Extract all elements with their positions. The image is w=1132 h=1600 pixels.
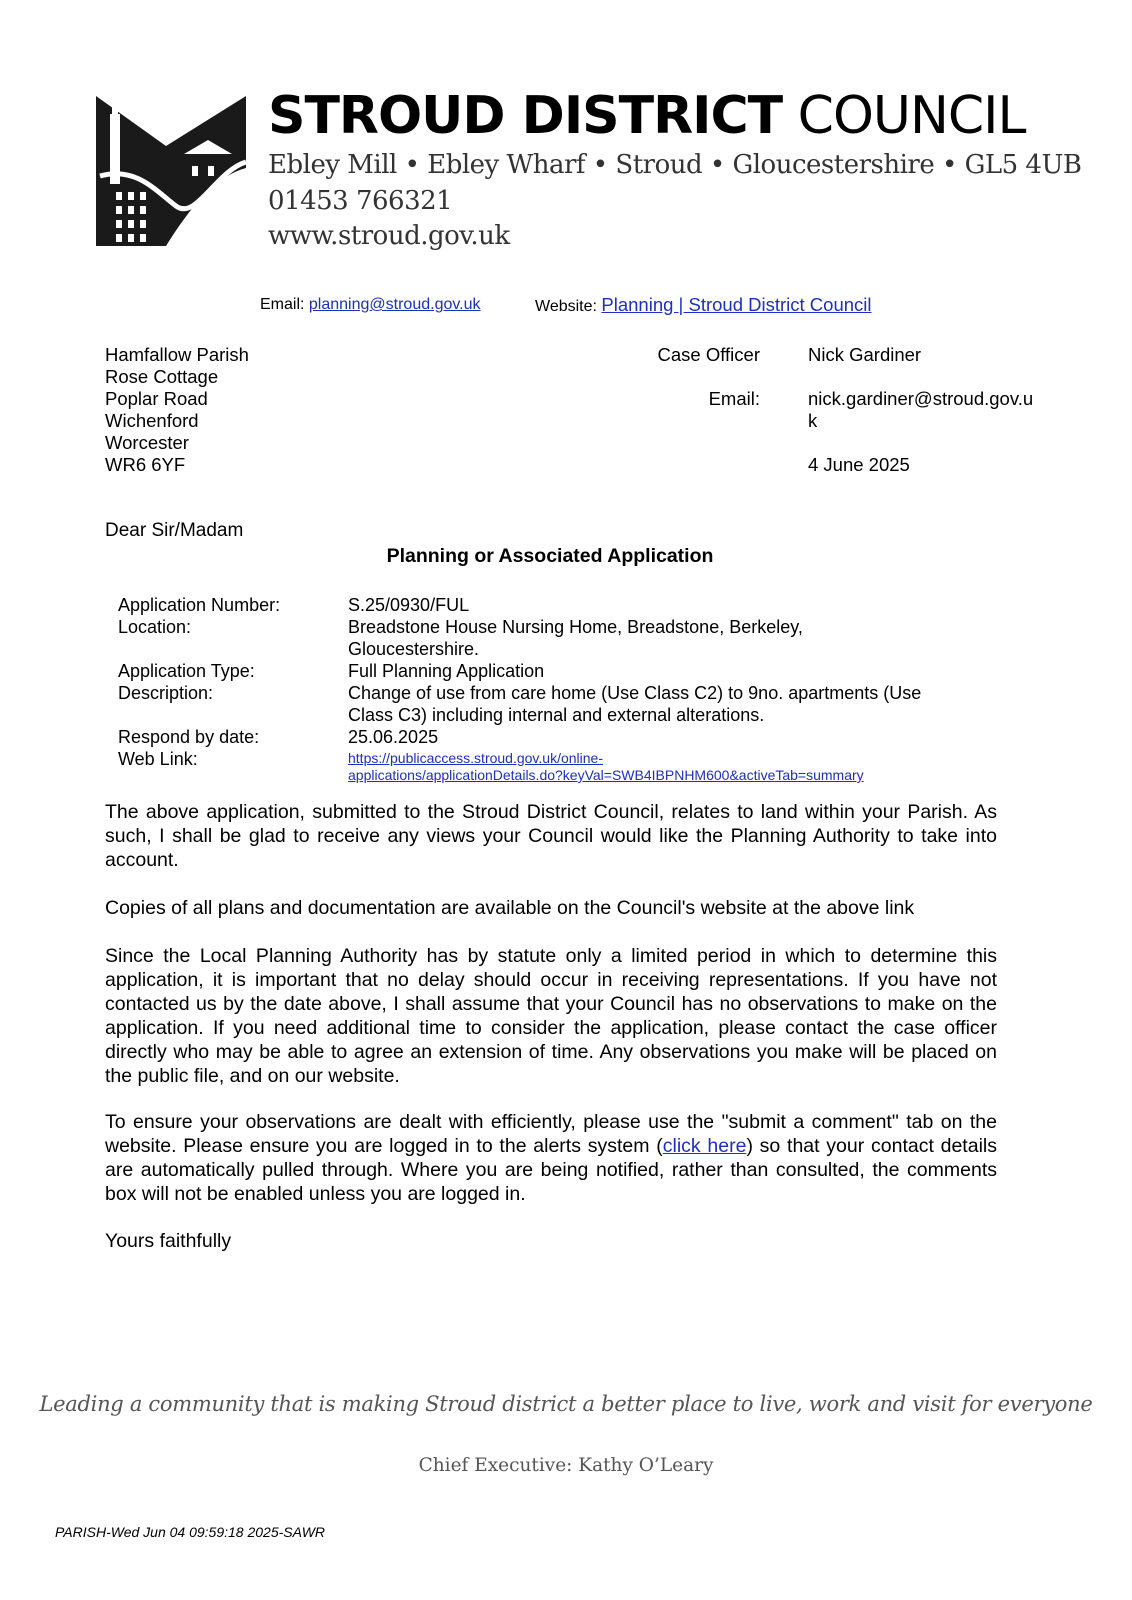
application-type-label: Application Type: <box>118 661 255 681</box>
recipient-line: WR6 6YF <box>105 454 186 475</box>
description-label: Description: <box>118 683 214 703</box>
recipient-line: Rose Cottage <box>105 366 219 387</box>
case-officer-label: Case Officer <box>657 344 760 365</box>
council-name-light: COUNCIL <box>797 86 1026 146</box>
planning-website-link[interactable]: Planning | Stroud District Council <box>601 294 872 315</box>
officer-email-label: Email: <box>708 388 760 409</box>
web-link[interactable] <box>348 750 928 784</box>
officer-email: nick.gardiner@stroud.gov.u k <box>808 388 1034 431</box>
application-number: S.25/0930/FUL <box>348 595 470 615</box>
application-type: Full Planning Application <box>348 661 545 681</box>
contact-website-label: Website: <box>535 298 597 315</box>
council-phone: 01453 766321 <box>268 186 453 216</box>
body-paragraph: Copies of all plans and documentation are available on the Council's website at the above link <box>105 897 915 919</box>
letter-heading: Planning or Associated Application <box>386 545 714 567</box>
case-officer-name: Nick Gardiner <box>808 344 922 365</box>
letter-date: 4 June 2025 <box>808 454 910 475</box>
location-label: Location: <box>118 617 192 637</box>
council-logo <box>96 96 248 248</box>
body-paragraph: The above application, submitted to the Stroud District Council, relates to land within your Parish. As such, I shall be glad to receive any views your Council would like the Planning Authority to take into account. <box>105 801 997 871</box>
respond-by-label: Respond by date: <box>118 727 260 747</box>
body-text: ) so that your contact details are automatically pulled through. Where you are being notified, rather than consulted, the comments box will not be enabled unless you are logged in. <box>105 1135 997 1205</box>
document-reference: PARISH-Wed Jun 04 09:59:18 2025-SAWR <box>55 1524 326 1540</box>
alerts-click-here-link[interactable]: click here <box>662 1135 747 1157</box>
contact-email-label: Email: <box>260 296 305 313</box>
body-paragraph: Since the Local Planning Authority has by statute only a limited period in which to determine this application, it is important that no delay should occur in receiving representations. If you have not contacted us by the date above, I shall assume that your Council has no observations to make on the application. If you need additional time to consider the application, please contact the case officer directly who may be able to agree an extension of time. Any observations you make will be placed on the public file, and on our website. <box>105 945 997 1087</box>
council-address: Ebley Mill • Ebley Wharf • Stroud • Gloucestershire • GL5 4UB <box>268 150 1082 180</box>
council-website: www.stroud.gov.uk <box>268 221 510 251</box>
application-number-label: Application Number: <box>118 595 281 615</box>
chief-executive: Chief Executive: Kathy O’Leary <box>418 1455 714 1476</box>
recipient-line: Hamfallow Parish <box>105 344 249 365</box>
web-link-line[interactable]: applications/applicationDetails.do?keyVal=SWB4IBPNHM600&activeTab=summary <box>348 767 864 783</box>
closing: Yours faithfully <box>105 1230 232 1252</box>
contact-website <box>535 294 872 316</box>
recipient-line: Worcester <box>105 432 189 453</box>
council-name-bold: STROUD DISTRICT <box>268 86 783 146</box>
council-motto: Leading a community that is making Stroud district a better place to live, work and visit for everyone <box>39 1392 1093 1416</box>
contact-email <box>260 296 481 314</box>
body-paragraph <box>105 1110 997 1206</box>
council-name <box>268 86 1025 146</box>
web-link-line[interactable]: https://publicaccess.stroud.gov.uk/online- <box>348 750 603 766</box>
respond-by-date: 25.06.2025 <box>348 727 439 747</box>
recipient-line: Wichenford <box>105 410 199 431</box>
location-value: Breadstone House Nursing Home, Breadstone, Berkeley, Gloucestershire. <box>348 617 803 659</box>
description-value: Change of use from care home (Use Class C2) to 9no. apartments (Use Class C3) including internal and external alterations. <box>348 683 922 725</box>
planning-email-link[interactable]: planning@stroud.gov.uk <box>308 296 481 313</box>
body-text: To ensure your observations are dealt with efficiently, please use the "submit a comment" tab on the website. Please ensure you are logged in to the alerts system ( <box>105 1111 997 1157</box>
salutation: Dear Sir/Madam <box>105 520 244 541</box>
web-link-label: Web Link: <box>118 749 198 769</box>
recipient-line: Poplar Road <box>105 388 208 409</box>
